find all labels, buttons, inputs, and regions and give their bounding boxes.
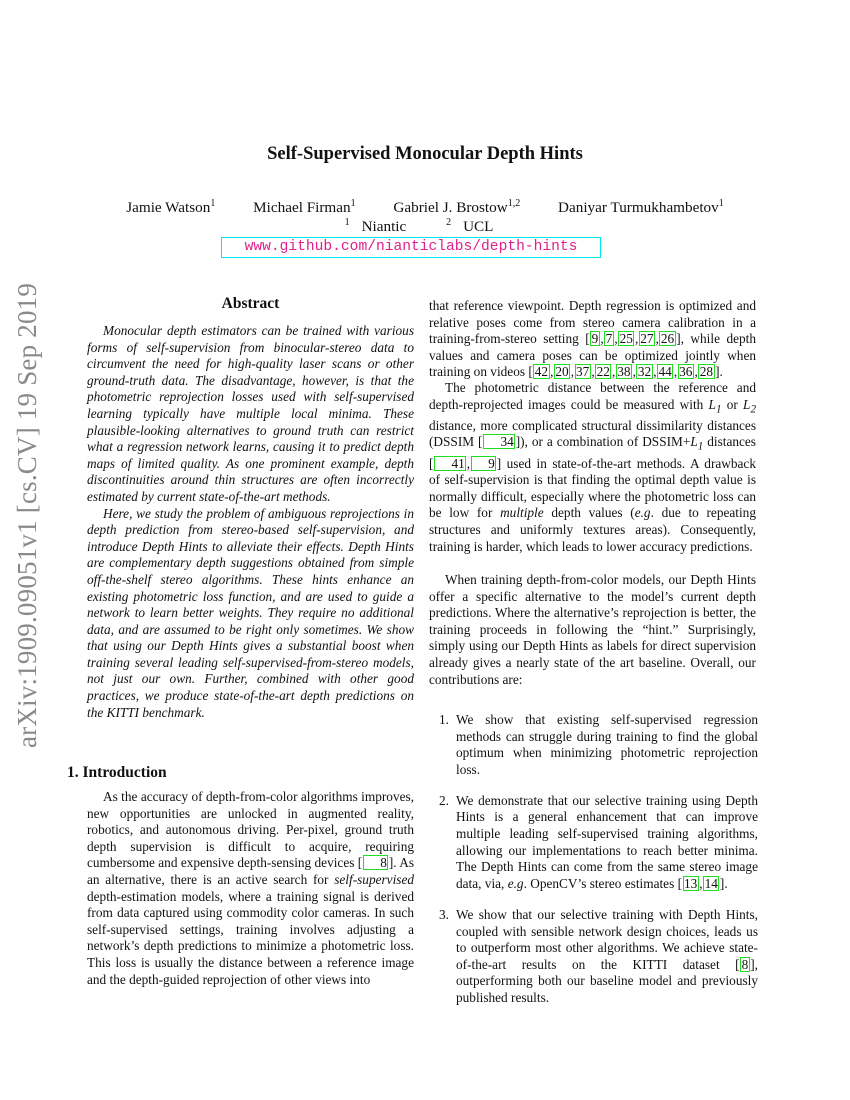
author-name: Daniyar Turmukhambetov <box>558 199 719 216</box>
abstract-body <box>87 323 414 721</box>
text-run: As the accuracy of depth-from-color algorithms improves, new opportunities are unlocked in augmented reality, robotics, and autonomous driving. Per-pixel, ground truth depth supervision is difficult to acquire, requiring cumbersome and expensive depth-sensing devices <box>87 789 414 871</box>
citation-link[interactable]: 22 <box>596 364 610 380</box>
text-run: , <box>699 875 703 891</box>
affiliation-mark: 1,2 <box>507 198 521 209</box>
emphasis: e.g <box>634 505 651 521</box>
text-run: [ <box>357 855 363 871</box>
intro-paragraph <box>87 789 414 988</box>
text-run: , <box>611 364 616 380</box>
citation-link[interactable]: 20 <box>555 364 569 380</box>
math-symbol: $L_1$ <box>690 434 704 454</box>
math-symbol: $L_2$ <box>743 396 756 416</box>
text-run: depth values ( <box>543 505 635 521</box>
intro-continuation <box>429 298 756 381</box>
text-run: We show that our selective training with Depth Hints, coupled with sensible network design choices, leads us to outperform most other algorithms. We achieve state-of-the-art results on the KITTI dataset [ <box>456 906 758 972</box>
text-run: , <box>653 364 657 380</box>
citation-link[interactable]: 27 <box>640 331 654 347</box>
text-run: . OpenCV’s stereo estimates [ <box>523 875 682 891</box>
affiliation-name: Niantic <box>361 218 407 235</box>
section-heading-introduction: 1. Introduction <box>67 764 167 781</box>
contribution-item <box>429 712 758 778</box>
text-run: distances [ <box>429 434 756 471</box>
citation-link[interactable]: 14 <box>704 875 718 891</box>
abstract-paragraph: Here, we study the problem of ambiguous reprojections in depth prediction from stereo-based self-supervision, and introduce Depth Hints to alleviate their effects. Depth Hints are complementary depth suggestions obtained from simple off-the-shelf stereo algorithms. These hints enhance an existing photometric loss function, and are used to guide a network to learn better weights. They require no additional data, and are assumed to be right only sometimes. We show that using our Depth Hints gives a substantial boost when training several leading self-supervised-from-stereo models, not just our own. Further, combined with other good practices, we produce state-of-the-art depth predictions on the KITTI benchmark. <box>87 505 414 720</box>
citation-link[interactable]: 8 <box>741 956 749 972</box>
introduction-body <box>87 789 414 988</box>
intro-paragraph-photometric <box>429 380 756 555</box>
affiliation-list <box>0 218 850 236</box>
math-symbol: $L_1$ <box>708 396 722 416</box>
text-run: , <box>570 364 575 380</box>
intro-paragraph <box>429 298 756 381</box>
text-run: or <box>721 396 744 412</box>
list-number: 1. <box>439 712 449 727</box>
author <box>126 199 215 217</box>
emphasis: self-supervised <box>334 871 414 887</box>
arxiv-identifier-stamp: arXiv:1909.09051v1 [cs.CV] 19 Sep 2019 <box>12 282 42 748</box>
citation-link[interactable]: 38 <box>617 364 631 380</box>
citation-link[interactable]: 9 <box>591 331 599 347</box>
text-run: , <box>600 331 604 347</box>
citation-link[interactable]: 34 <box>483 434 515 449</box>
citation-group <box>433 456 496 471</box>
text-run: , <box>614 331 618 347</box>
citation-link[interactable]: 36 <box>679 364 693 380</box>
author-name: Gabriel J. Brostow <box>393 199 508 216</box>
text-run: ] used in state-of-the-art methods. A drawback of self-supervision is that finding the optimal depth value is normally difficult, especially where the photometric loss can be low for <box>429 455 756 521</box>
citation-link[interactable]: 37 <box>576 364 590 380</box>
author <box>558 199 724 217</box>
text-run: , <box>466 455 471 471</box>
emphasis: e.g <box>507 875 524 891</box>
text-run: , <box>655 331 659 347</box>
author-name: Jamie Watson <box>126 199 211 216</box>
citation-link[interactable]: 9 <box>471 456 497 471</box>
contributions-list <box>429 712 758 1021</box>
list-number: 3. <box>439 906 449 922</box>
intro-paragraph <box>429 380 756 555</box>
text-run: ], while depth values and camera poses can be optimized jointly when training on videos [ <box>429 331 756 380</box>
list-number: 2. <box>439 792 449 808</box>
abstract-heading: Abstract <box>221 295 280 312</box>
citation-link[interactable]: 25 <box>619 331 633 347</box>
author-name: Michael Firman <box>253 199 351 216</box>
text-run: ]), or a combination of DSSIM+ <box>515 434 691 450</box>
text-run: The photometric distance between the reference and depth-reprojected images could be measured with <box>429 380 756 412</box>
citation-link[interactable]: 41 <box>434 456 466 471</box>
math-subscript: 1 <box>697 441 704 454</box>
citation-link[interactable]: 8 <box>363 855 389 870</box>
affiliation-mark: 1 <box>350 198 356 209</box>
affiliation-mark: 1 <box>344 217 350 228</box>
text-run: , <box>632 364 636 380</box>
text-run: , <box>634 331 639 347</box>
intro-paragraph: When training depth-from-color models, our Depth Hints offer a specific alternative to the model’s current depth predictions. Where the alternative’s reprojection is better, the training proceeds in following the “hint.” Surprisingly, simply using our Depth Hints as labels for direct supervision already gives a nearly state of the art baseline. Overall, our contributions are: <box>429 572 756 687</box>
citation-link[interactable]: 13 <box>684 875 698 891</box>
text-run: depth-estimation models, where a training signal is derived from data captured using commodity color cameras. In such self-supervised settings, training involves adjusting a network’s depth predictions to minimize a photometric loss. This loss is usually the distance between a reference image and the depth-guided reprojection of other views into <box>87 888 414 987</box>
citation-group <box>533 364 715 379</box>
text-run: We demonstrate that our selective training using Depth Hints is a general enhancement that can improve multiple leading self-supervised training algorithms, allowing our implementations to reach better minima. The Depth Hints can come from the same stereo image data, via, <box>456 792 758 891</box>
paper-title: Self-Supervised Monocular Depth Hints <box>267 144 583 164</box>
intro-paragraph-depth-hints <box>429 572 756 688</box>
citation-link[interactable]: 32 <box>637 364 652 380</box>
author <box>393 199 520 217</box>
abstract-paragraph: Monocular depth estimators can be trained with various forms of self-supervision from binocular-stereo data to circumvent the need for high-quality laser scans or other ground-truth data. The disadvantage, however, is that the photometric reprojection losses used with self-supervised learning typically have multiple local minima. These plausible-looking alternatives to ground truth can restrict what a regression network learns, causing it to predict depth maps of limited quality. As one prominent example, depth discontinuities around thin structures are often incorrectly estimated by current state-of-the-art methods. <box>87 323 414 504</box>
author <box>253 199 355 217</box>
contribution-item <box>429 793 758 893</box>
affiliation-mark: 1 <box>210 198 216 209</box>
contribution-item <box>429 907 758 1007</box>
affiliation-mark: 2 <box>446 217 452 228</box>
math-subscript: 1 <box>715 403 722 416</box>
text-run: ] <box>388 855 394 871</box>
github-link[interactable]: www.github.com/nianticlabs/depth-hints <box>221 237 601 258</box>
text-run: , <box>673 364 678 380</box>
affiliation-mark: 1 <box>718 198 724 209</box>
text-run: , <box>591 364 595 380</box>
text-run: . As an alternative, there is an active search for <box>87 855 414 887</box>
affiliation <box>446 218 505 236</box>
text-run: that reference viewpoint. Depth regression is optimized and relative poses come from stereo camera calibration in a training-from-stereo setting [ <box>429 298 756 347</box>
affiliation <box>345 218 419 236</box>
citation-link[interactable]: 26 <box>660 331 675 347</box>
citation-group <box>590 331 677 346</box>
citation-link[interactable]: 28 <box>699 364 714 380</box>
citation-link[interactable]: 7 <box>605 331 613 347</box>
affiliation-name: UCL <box>463 218 494 235</box>
author-list <box>0 199 850 217</box>
text-run: distance, more complicated structural dissimilarity distances (DSSIM [ <box>429 417 756 450</box>
text-run: ], outperforming both our baseline model and previously published results. <box>456 956 758 1005</box>
text-run: , <box>694 364 698 380</box>
text-run: ]. <box>719 875 728 891</box>
text-run: . due to repeating structures and uniformly textures areas). Consequently, training is harder, which leads to lower accuracy predictions. <box>429 505 756 554</box>
math-subscript: 2 <box>750 403 756 416</box>
citation-link[interactable]: 42 <box>534 364 549 380</box>
text-run: , <box>550 364 554 380</box>
emphasis: multiple <box>500 505 544 521</box>
citation-link[interactable]: 44 <box>658 364 672 380</box>
text-run: We show that existing self-supervised regression methods can struggle during training to find the global optimum when minimizing photometric reprojection loss. <box>456 712 758 777</box>
text-run: ]. <box>715 364 723 380</box>
